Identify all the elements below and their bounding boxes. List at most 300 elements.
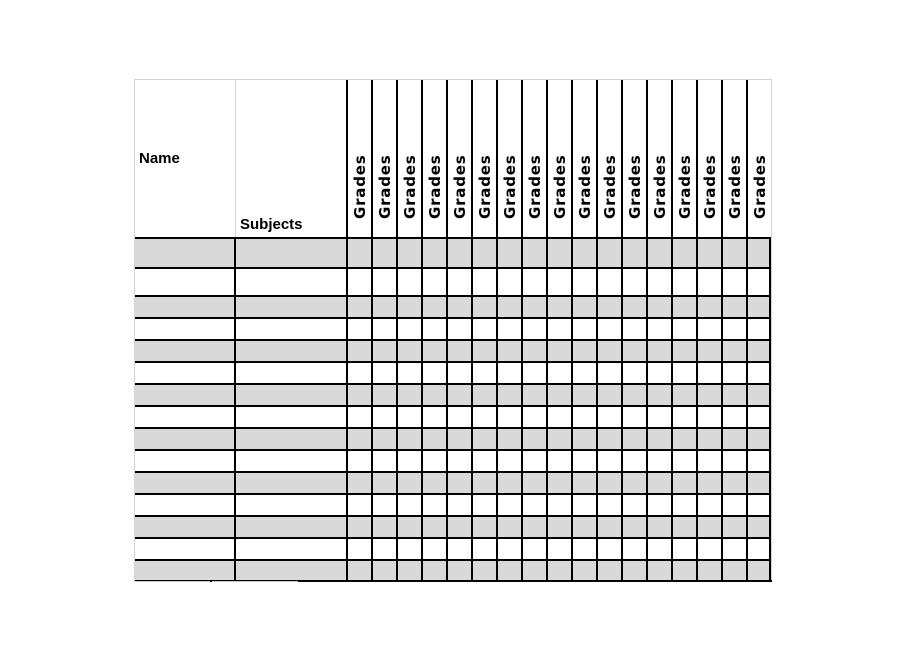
grade-cell[interactable] [496, 383, 521, 405]
grade-cell[interactable] [721, 361, 746, 383]
grade-cell[interactable] [421, 559, 446, 581]
grade-cell[interactable] [346, 383, 371, 405]
grade-cell[interactable] [521, 317, 546, 339]
grade-cell[interactable] [446, 267, 471, 295]
name-cell[interactable] [135, 537, 236, 559]
grade-cell[interactable] [621, 383, 646, 405]
grade-cell[interactable] [446, 427, 471, 449]
subject-cell[interactable] [236, 449, 346, 471]
grade-cell[interactable] [596, 339, 621, 361]
grade-cell[interactable] [671, 237, 696, 267]
table-row [135, 537, 772, 559]
grade-cell[interactable] [596, 405, 621, 427]
grade-cell[interactable] [521, 515, 546, 537]
grade-cell[interactable] [421, 471, 446, 493]
subject-cell[interactable] [236, 267, 346, 295]
grade-cell[interactable] [496, 295, 521, 317]
grade-cell[interactable] [671, 361, 696, 383]
grade-cell[interactable] [496, 267, 521, 295]
grade-cell[interactable] [596, 267, 621, 295]
grade-cell[interactable] [721, 537, 746, 559]
grade-cell[interactable] [521, 405, 546, 427]
grade-cell[interactable] [721, 427, 746, 449]
grade-cell[interactable] [646, 237, 671, 267]
grade-cell[interactable] [671, 383, 696, 405]
grade-cell[interactable] [621, 471, 646, 493]
grade-cell[interactable] [571, 493, 596, 515]
grade-cell[interactable] [421, 515, 446, 537]
grade-cell[interactable] [596, 427, 621, 449]
grade-cell[interactable] [346, 493, 371, 515]
grade-cell[interactable] [521, 361, 546, 383]
grade-cell[interactable] [471, 449, 496, 471]
name-cell[interactable] [135, 405, 236, 427]
name-cell[interactable] [135, 361, 236, 383]
grade-cell[interactable] [521, 295, 546, 317]
subject-cell[interactable] [236, 515, 346, 537]
grade-cell[interactable] [396, 471, 421, 493]
grade-cell[interactable] [371, 267, 396, 295]
grade-cell[interactable] [396, 317, 421, 339]
grade-cell[interactable] [421, 267, 446, 295]
grade-cell[interactable] [396, 559, 421, 581]
grade-cell[interactable] [496, 427, 521, 449]
grade-cell[interactable] [496, 471, 521, 493]
grade-cell[interactable] [371, 537, 396, 559]
grade-cell[interactable] [371, 493, 396, 515]
grade-cell[interactable] [446, 361, 471, 383]
grade-cell[interactable] [696, 559, 721, 581]
grade-cell[interactable] [446, 515, 471, 537]
grade-cell[interactable] [371, 405, 396, 427]
grade-cell[interactable] [596, 537, 621, 559]
grade-cell[interactable] [646, 559, 671, 581]
subject-cell[interactable] [236, 405, 346, 427]
grade-cell[interactable] [496, 237, 521, 267]
grade-cell[interactable] [746, 449, 771, 471]
grade-cell[interactable] [646, 471, 671, 493]
grade-cell[interactable] [571, 317, 596, 339]
grade-cell[interactable] [546, 515, 571, 537]
grade-cell[interactable] [396, 339, 421, 361]
grade-cell[interactable] [396, 361, 421, 383]
grade-cell[interactable] [721, 493, 746, 515]
grades-header-label: Grades [400, 154, 419, 219]
subject-cell[interactable] [236, 559, 346, 581]
grade-cell[interactable] [421, 317, 446, 339]
grade-cell[interactable] [696, 427, 721, 449]
grade-cell[interactable] [496, 317, 521, 339]
grade-cell[interactable] [396, 537, 421, 559]
name-cell[interactable] [135, 493, 236, 515]
grade-cell[interactable] [396, 405, 421, 427]
grades-header-6 [471, 80, 496, 237]
grades-header-1 [346, 80, 371, 237]
name-cell[interactable] [135, 339, 236, 361]
grade-cell[interactable] [671, 339, 696, 361]
grade-cell[interactable] [396, 267, 421, 295]
grade-cell[interactable] [346, 427, 371, 449]
grade-cell[interactable] [446, 493, 471, 515]
subject-cell[interactable] [236, 427, 346, 449]
grade-cell[interactable] [696, 295, 721, 317]
grade-cell[interactable] [746, 427, 771, 449]
grade-cell[interactable] [571, 361, 596, 383]
grade-cell[interactable] [696, 449, 721, 471]
grade-cell[interactable] [571, 405, 596, 427]
grade-cell[interactable] [596, 559, 621, 581]
grade-cell[interactable] [621, 515, 646, 537]
grade-cell[interactable] [521, 493, 546, 515]
grade-cell[interactable] [496, 493, 521, 515]
grade-cell[interactable] [621, 361, 646, 383]
subjects-header-cell [236, 80, 346, 237]
grade-cell[interactable] [496, 559, 521, 581]
grade-cell[interactable] [596, 383, 621, 405]
name-cell[interactable] [135, 295, 236, 317]
grade-cell[interactable] [571, 515, 596, 537]
grade-cell[interactable] [571, 559, 596, 581]
grade-cell[interactable] [671, 537, 696, 559]
grade-cell[interactable] [471, 361, 496, 383]
grade-cell[interactable] [446, 317, 471, 339]
subject-cell[interactable] [236, 383, 346, 405]
grade-cell[interactable] [421, 493, 446, 515]
grade-cell[interactable] [746, 559, 771, 581]
grade-cell[interactable] [446, 339, 471, 361]
name-cell[interactable] [135, 237, 236, 267]
grade-cell[interactable] [721, 449, 746, 471]
grade-cell[interactable] [471, 427, 496, 449]
grade-cell[interactable] [546, 339, 571, 361]
grade-cell[interactable] [371, 427, 396, 449]
grade-cell[interactable] [546, 405, 571, 427]
name-cell[interactable] [135, 427, 236, 449]
grade-cell[interactable] [721, 339, 746, 361]
grade-cell[interactable] [471, 317, 496, 339]
grade-cell[interactable] [371, 361, 396, 383]
grade-cell[interactable] [696, 237, 721, 267]
grade-cell[interactable] [746, 383, 771, 405]
grade-cell[interactable] [471, 493, 496, 515]
grade-cell[interactable] [621, 237, 646, 267]
grade-cell[interactable] [396, 449, 421, 471]
grade-cell[interactable] [446, 405, 471, 427]
grade-cell[interactable] [546, 383, 571, 405]
grade-cell[interactable] [546, 295, 571, 317]
grade-cell[interactable] [746, 361, 771, 383]
grade-cell[interactable] [371, 383, 396, 405]
grade-cell[interactable] [496, 537, 521, 559]
grade-cell[interactable] [571, 471, 596, 493]
grade-cell[interactable] [396, 295, 421, 317]
subject-cell[interactable] [236, 317, 346, 339]
grade-cell[interactable] [621, 295, 646, 317]
table-row [135, 317, 772, 339]
grade-cell[interactable] [746, 493, 771, 515]
grade-cell[interactable] [471, 471, 496, 493]
grade-cell[interactable] [721, 405, 746, 427]
grade-cell[interactable] [371, 295, 396, 317]
grade-cell[interactable] [646, 537, 671, 559]
grade-cell[interactable] [571, 383, 596, 405]
grade-cell[interactable] [521, 237, 546, 267]
grade-cell[interactable] [621, 537, 646, 559]
grade-cell[interactable] [496, 449, 521, 471]
grade-cell[interactable] [571, 267, 596, 295]
grade-cell[interactable] [496, 339, 521, 361]
grade-cell[interactable] [371, 317, 396, 339]
grade-cell[interactable] [596, 361, 621, 383]
grade-cell[interactable] [746, 295, 771, 317]
grade-cell[interactable] [546, 537, 571, 559]
grade-cell[interactable] [421, 449, 446, 471]
grade-cell[interactable] [596, 515, 621, 537]
grade-cell[interactable] [746, 237, 771, 267]
grade-cell[interactable] [396, 515, 421, 537]
grade-cell[interactable] [671, 515, 696, 537]
grade-cell[interactable] [371, 449, 396, 471]
grade-cell[interactable] [346, 339, 371, 361]
subject-cell[interactable] [236, 537, 346, 559]
grade-cell[interactable] [371, 339, 396, 361]
grade-cell[interactable] [671, 427, 696, 449]
grade-cell[interactable] [471, 383, 496, 405]
grade-cell[interactable] [596, 317, 621, 339]
grade-cell[interactable] [521, 537, 546, 559]
grade-cell[interactable] [446, 537, 471, 559]
grade-cell[interactable] [346, 515, 371, 537]
grades-header-2 [371, 80, 396, 237]
grade-cell[interactable] [446, 383, 471, 405]
grade-cell[interactable] [621, 559, 646, 581]
grade-cell[interactable] [421, 237, 446, 267]
grade-cell[interactable] [471, 237, 496, 267]
grade-cell[interactable] [521, 267, 546, 295]
grade-cell[interactable] [471, 339, 496, 361]
grade-cell[interactable] [471, 515, 496, 537]
grade-cell[interactable] [746, 471, 771, 493]
grade-cell[interactable] [521, 471, 546, 493]
grade-cell[interactable] [671, 449, 696, 471]
grade-cell[interactable] [471, 295, 496, 317]
grade-cell[interactable] [346, 405, 371, 427]
grade-cell[interactable] [421, 361, 446, 383]
grade-cell[interactable] [346, 295, 371, 317]
grade-cell[interactable] [521, 427, 546, 449]
grade-cell[interactable] [396, 237, 421, 267]
grade-cell[interactable] [496, 515, 521, 537]
subject-cell[interactable] [236, 493, 346, 515]
grade-cell[interactable] [421, 339, 446, 361]
grade-cell[interactable] [721, 383, 746, 405]
grade-cell[interactable] [471, 537, 496, 559]
grade-cell[interactable] [746, 537, 771, 559]
grade-cell[interactable] [696, 267, 721, 295]
grade-cell[interactable] [421, 383, 446, 405]
grade-cell[interactable] [346, 267, 371, 295]
grade-cell[interactable] [596, 295, 621, 317]
grade-cell[interactable] [546, 493, 571, 515]
grade-cell[interactable] [696, 317, 721, 339]
grade-cell[interactable] [746, 267, 771, 295]
name-cell[interactable] [135, 471, 236, 493]
table-row [135, 471, 772, 493]
grade-cell[interactable] [421, 405, 446, 427]
grade-cell[interactable] [446, 471, 471, 493]
grade-cell[interactable] [446, 295, 471, 317]
grade-cell[interactable] [746, 515, 771, 537]
grade-cell[interactable] [721, 267, 746, 295]
grade-cell[interactable] [346, 537, 371, 559]
grade-cell[interactable] [546, 449, 571, 471]
grade-cell[interactable] [671, 295, 696, 317]
grade-cell[interactable] [621, 267, 646, 295]
grade-cell[interactable] [371, 515, 396, 537]
grade-cell[interactable] [571, 339, 596, 361]
grade-cell[interactable] [596, 449, 621, 471]
grade-cell[interactable] [446, 559, 471, 581]
grade-cell[interactable] [721, 295, 746, 317]
grades-header-label: Grades [750, 154, 769, 219]
grade-cell[interactable] [746, 317, 771, 339]
grade-cell[interactable] [671, 267, 696, 295]
grade-cell[interactable] [446, 237, 471, 267]
grade-cell[interactable] [546, 361, 571, 383]
grade-cell[interactable] [421, 537, 446, 559]
grade-cell[interactable] [571, 237, 596, 267]
subject-cell[interactable] [236, 237, 346, 267]
grade-cell[interactable] [471, 267, 496, 295]
grade-cell[interactable] [621, 339, 646, 361]
grade-cell[interactable] [546, 471, 571, 493]
grade-cell[interactable] [546, 267, 571, 295]
grade-cell[interactable] [596, 493, 621, 515]
grade-cell[interactable] [621, 427, 646, 449]
grade-cell[interactable] [546, 559, 571, 581]
grade-cell[interactable] [571, 537, 596, 559]
grade-cell[interactable] [671, 471, 696, 493]
grade-cell[interactable] [346, 449, 371, 471]
grade-cell[interactable] [721, 471, 746, 493]
grade-cell[interactable] [646, 339, 671, 361]
grade-cell[interactable] [396, 427, 421, 449]
grade-cell[interactable] [721, 515, 746, 537]
grade-cell[interactable] [546, 427, 571, 449]
grade-cell[interactable] [696, 405, 721, 427]
grade-cell[interactable] [646, 493, 671, 515]
grades-header-label: Grades [575, 154, 594, 219]
grade-cell[interactable] [346, 559, 371, 581]
grade-cell[interactable] [371, 559, 396, 581]
name-cell[interactable] [135, 449, 236, 471]
grade-cell[interactable] [696, 537, 721, 559]
table-row [135, 427, 772, 449]
grade-cell[interactable] [646, 449, 671, 471]
grade-cell[interactable] [696, 339, 721, 361]
grade-cell[interactable] [696, 493, 721, 515]
grade-cell[interactable] [371, 471, 396, 493]
grade-cell[interactable] [646, 361, 671, 383]
name-cell[interactable] [135, 559, 236, 581]
name-cell[interactable] [135, 383, 236, 405]
grade-cell[interactable] [646, 427, 671, 449]
grade-cell[interactable] [346, 237, 371, 267]
grade-cell[interactable] [721, 317, 746, 339]
grade-cell[interactable] [346, 317, 371, 339]
grade-cell[interactable] [446, 449, 471, 471]
grade-cell[interactable] [346, 471, 371, 493]
grade-cell[interactable] [521, 339, 546, 361]
grade-cell[interactable] [746, 339, 771, 361]
grade-cell[interactable] [571, 295, 596, 317]
name-cell[interactable] [135, 267, 236, 295]
grade-cell[interactable] [646, 295, 671, 317]
grade-cell[interactable] [396, 383, 421, 405]
grade-cell[interactable] [421, 427, 446, 449]
grade-cell[interactable] [646, 383, 671, 405]
subject-cell[interactable] [236, 339, 346, 361]
table-row [135, 493, 772, 515]
grade-cell[interactable] [521, 559, 546, 581]
grade-cell[interactable] [546, 317, 571, 339]
grade-cell[interactable] [696, 383, 721, 405]
grade-cell[interactable] [646, 317, 671, 339]
grade-cell[interactable] [621, 317, 646, 339]
grade-cell[interactable] [596, 471, 621, 493]
grade-cell[interactable] [721, 237, 746, 267]
grade-cell[interactable] [621, 493, 646, 515]
grade-cell[interactable] [696, 515, 721, 537]
subject-cell[interactable] [236, 361, 346, 383]
grades-header-5 [446, 80, 471, 237]
grade-cell[interactable] [571, 449, 596, 471]
name-cell[interactable] [135, 515, 236, 537]
subject-cell[interactable] [236, 295, 346, 317]
grade-cell[interactable] [521, 449, 546, 471]
grade-cell[interactable] [671, 317, 696, 339]
grades-header-label: Grades [550, 154, 569, 219]
grade-cell[interactable] [396, 493, 421, 515]
subject-cell[interactable] [236, 471, 346, 493]
grade-cell[interactable] [746, 405, 771, 427]
grade-cell[interactable] [496, 405, 521, 427]
grade-cell[interactable] [671, 559, 696, 581]
grade-cell[interactable] [521, 383, 546, 405]
grade-cell[interactable] [421, 295, 446, 317]
grade-cell[interactable] [471, 405, 496, 427]
grade-cell[interactable] [621, 449, 646, 471]
grade-cell[interactable] [346, 361, 371, 383]
grade-cell[interactable] [671, 493, 696, 515]
grade-cell[interactable] [371, 237, 396, 267]
grades-header-4 [421, 80, 446, 237]
grade-cell[interactable] [646, 405, 671, 427]
grade-cell[interactable] [721, 559, 746, 581]
grade-cell[interactable] [571, 427, 596, 449]
grade-cell[interactable] [671, 405, 696, 427]
grade-cell[interactable] [596, 237, 621, 267]
grade-cell[interactable] [696, 361, 721, 383]
name-cell[interactable] [135, 317, 236, 339]
grade-cell[interactable] [471, 559, 496, 581]
grade-cell[interactable] [621, 405, 646, 427]
grade-cell[interactable] [646, 267, 671, 295]
grade-cell[interactable] [646, 515, 671, 537]
grade-cell[interactable] [696, 471, 721, 493]
grade-cell[interactable] [496, 361, 521, 383]
grade-cell[interactable] [546, 237, 571, 267]
